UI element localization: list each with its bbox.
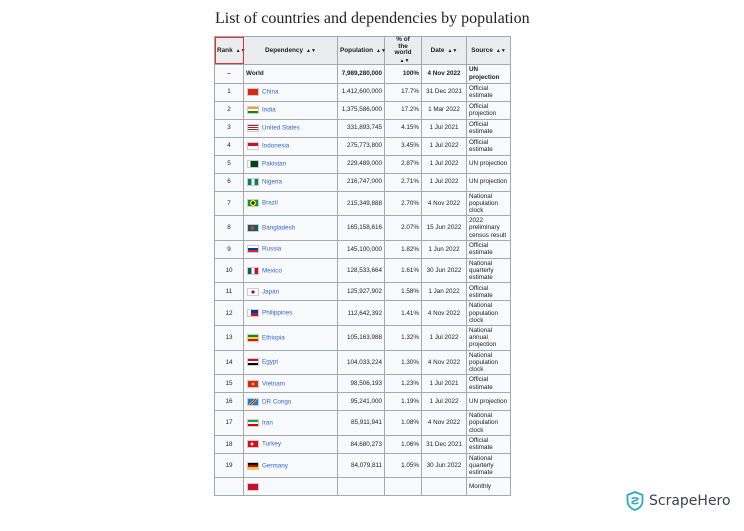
rank-cell: 9 (215, 240, 244, 258)
rank-cell: 17 (215, 411, 244, 436)
population-cell: 84,680,273 (338, 435, 385, 453)
sort-icon[interactable]: ▲▼ (447, 47, 458, 54)
drcongo-flag (247, 398, 259, 406)
nigeria-flag (247, 178, 259, 186)
sort-icon[interactable]: ▲▼ (495, 47, 506, 54)
dependency-cell (244, 155, 338, 173)
source-cell: Official estimate (467, 375, 511, 393)
table-row (215, 478, 511, 496)
source-cell: Official projection (467, 101, 511, 119)
partial-flag (247, 483, 259, 491)
population-cell: 215,349,888 (338, 191, 385, 216)
population-cell: 1,375,586,000 (338, 101, 385, 119)
rank-cell: 5 (215, 155, 244, 173)
country-link[interactable]: India (262, 106, 276, 114)
table-row (215, 155, 511, 173)
percent-cell: 100% (385, 64, 422, 83)
percent-cell: 1.08% (385, 411, 422, 436)
dependency-cell (244, 240, 338, 258)
rank-cell: 1 (215, 83, 244, 101)
country-link[interactable]: DR Congo (262, 398, 292, 406)
country-link[interactable]: Indonesia (262, 142, 290, 150)
country-link[interactable]: Brazil (262, 199, 278, 207)
source-cell: 2022 preliminary census result (467, 216, 511, 241)
source-cell: National quarterly estimate (467, 258, 511, 283)
dependency-cell (244, 435, 338, 453)
date-cell (422, 478, 467, 496)
table-row (215, 119, 511, 137)
source-cell: National population clock (467, 301, 511, 326)
rank-cell: 14 (215, 350, 244, 375)
date-cell: 1 Jul 2021 (422, 119, 467, 137)
table-row (215, 191, 511, 216)
percent-cell: 17.2% (385, 101, 422, 119)
table-row (215, 83, 511, 101)
country-link[interactable]: Germany (262, 462, 288, 470)
dependency-cell (244, 283, 338, 301)
source-cell: UN projection (467, 64, 511, 83)
rank-column-header[interactable]: Rank ▲▼ (215, 37, 244, 65)
rank-cell: 6 (215, 173, 244, 191)
sort-icon[interactable]: ▲▼ (306, 47, 316, 54)
source-cell: National quarterly estimate (467, 453, 511, 478)
sort-icon[interactable]: ▲▼ (376, 47, 386, 54)
population-column-header[interactable]: Population ▲▼ (338, 37, 385, 65)
percent-cell: 1.23% (385, 375, 422, 393)
country-link[interactable]: Vietnam (262, 380, 285, 388)
russia-flag (247, 245, 259, 253)
vietnam-flag (247, 380, 259, 388)
page-title: List of countries and dependencies by population (215, 10, 530, 27)
percent-column-header[interactable]: % of the world▲▼ (385, 37, 422, 65)
brazil-flag (247, 199, 259, 207)
population-cell: 125,927,902 (338, 283, 385, 301)
rank-cell: 16 (215, 393, 244, 411)
dependency-cell (244, 83, 338, 101)
date-cell: 1 Jun 2022 (422, 240, 467, 258)
iran-flag (247, 419, 259, 427)
date-cell: 1 Jul 2022 (422, 393, 467, 411)
pakistan-flag (247, 160, 259, 168)
philippines-flag (247, 309, 259, 317)
dependency-cell (244, 173, 338, 191)
source-cell: National annual projection (467, 325, 511, 350)
population-cell: 7,989,280,000 (338, 64, 385, 83)
population-table-container (214, 36, 510, 495)
percent-cell: 1.19% (385, 393, 422, 411)
population-cell: 331,893,745 (338, 119, 385, 137)
population-cell: 275,773,800 (338, 137, 385, 155)
rank-cell: 4 (215, 137, 244, 155)
ethiopia-flag (247, 334, 259, 342)
india-flag (247, 106, 259, 114)
date-cell: 31 Dec 2021 (422, 83, 467, 101)
source-cell: Official estimate (467, 83, 511, 101)
percent-cell: 1.58% (385, 283, 422, 301)
population-table (214, 36, 511, 496)
rank-cell: 13 (215, 325, 244, 350)
date-cell: 1 Mar 2022 (422, 101, 467, 119)
dependency-cell (244, 478, 338, 496)
source-cell: Official estimate (467, 137, 511, 155)
country-link[interactable]: Russia (262, 245, 282, 253)
date-cell: 4 Nov 2022 (422, 411, 467, 436)
country-link[interactable]: China (262, 88, 279, 96)
table-row (215, 375, 511, 393)
china-flag (247, 88, 259, 96)
date-cell: 1 Jul 2022 (422, 173, 467, 191)
percent-cell: 4.15% (385, 119, 422, 137)
rank-cell: 10 (215, 258, 244, 283)
dependency-cell (244, 411, 338, 436)
percent-cell: 1.41% (385, 301, 422, 326)
rank-cell: 12 (215, 301, 244, 326)
population-cell: 98,506,193 (338, 375, 385, 393)
country-link[interactable]: Bangladesh (262, 224, 296, 232)
source-cell: National population clock (467, 411, 511, 436)
percent-cell: 1.05% (385, 453, 422, 478)
date-cell: 1 Jul 2021 (422, 375, 467, 393)
dependency-cell (244, 101, 338, 119)
rank-cell: 3 (215, 119, 244, 137)
percent-cell: 2.71% (385, 173, 422, 191)
table-row (215, 283, 511, 301)
source-cell: Monthly (467, 478, 511, 496)
scrapehero-logo (626, 491, 731, 511)
table-row (215, 258, 511, 283)
date-cell: 30 Jun 2022 (422, 258, 467, 283)
source-cell: Official estimate (467, 435, 511, 453)
table-row (215, 101, 511, 119)
source-cell: UN projection (467, 155, 511, 173)
table-row (215, 301, 511, 326)
date-cell: 1 Jul 2022 (422, 137, 467, 155)
dependency-cell (244, 453, 338, 478)
percent-cell: 1.82% (385, 240, 422, 258)
dependency-cell (244, 191, 338, 216)
rank-cell: 19 (215, 453, 244, 478)
logo-text: ScrapeHero (649, 493, 731, 509)
country-link[interactable]: Egypt (262, 359, 279, 367)
country-link[interactable]: Pakistan (262, 160, 287, 168)
dependency-cell (244, 119, 338, 137)
dependency-cell (244, 393, 338, 411)
rank-cell: 7 (215, 191, 244, 216)
population-cell (338, 478, 385, 496)
date-cell: 1 Jan 2022 (422, 283, 467, 301)
date-cell: 15 Jun 2022 (422, 216, 467, 241)
mexico-flag (247, 267, 259, 275)
world-row (215, 64, 511, 83)
source-cell: Official estimate (467, 240, 511, 258)
population-cell: 85,911,941 (338, 411, 385, 436)
percent-cell: 2.07% (385, 216, 422, 241)
bangladesh-flag (247, 224, 259, 232)
country-link[interactable]: Nigeria (262, 178, 282, 186)
source-column-header[interactable]: Source ▲▼ (467, 37, 511, 65)
table-row (215, 435, 511, 453)
date-cell: 4 Nov 2022 (422, 350, 467, 375)
population-cell: 216,747,000 (338, 173, 385, 191)
population-cell: 95,241,000 (338, 393, 385, 411)
sort-icon[interactable]: ▲▼ (399, 57, 410, 64)
population-cell: 229,489,000 (338, 155, 385, 173)
date-cell: 31 Dec 2021 (422, 435, 467, 453)
table-row (215, 173, 511, 191)
source-cell: Official estimate (467, 119, 511, 137)
rank-cell: 11 (215, 283, 244, 301)
egypt-flag (247, 358, 259, 366)
percent-cell: 2.87% (385, 155, 422, 173)
date-cell: 1 Jul 2022 (422, 155, 467, 173)
dependency-cell (244, 375, 338, 393)
population-cell: 145,100,000 (338, 240, 385, 258)
country-link[interactable]: Iran (262, 419, 273, 427)
table-row (215, 325, 511, 350)
dependency-cell (244, 216, 338, 241)
source-cell: National population clock (467, 350, 511, 375)
table-row (215, 393, 511, 411)
percent-cell (385, 478, 422, 496)
date-cell: 1 Jul 2022 (422, 325, 467, 350)
percent-cell: 1.06% (385, 435, 422, 453)
table-row (215, 137, 511, 155)
source-cell: Official estimate (467, 283, 511, 301)
country-link[interactable]: Mexico (262, 267, 282, 275)
table-row (215, 411, 511, 436)
indonesia-flag (247, 142, 259, 150)
source-cell: UN projection (467, 173, 511, 191)
rank-cell: 8 (215, 216, 244, 241)
dependency-cell (244, 258, 338, 283)
table-row (215, 216, 511, 241)
date-cell: 30 Jun 2022 (422, 453, 467, 478)
population-cell: 128,533,664 (338, 258, 385, 283)
table-row (215, 350, 511, 375)
dependency-cell (244, 137, 338, 155)
dependency-column-header[interactable]: Dependency ▲▼ (244, 37, 338, 65)
dependency-cell (244, 350, 338, 375)
dependency-cell (244, 325, 338, 350)
turkey-flag (247, 440, 259, 448)
table-row (215, 453, 511, 478)
sort-icon[interactable]: ▲▼ (235, 47, 246, 54)
rank-cell (215, 478, 244, 496)
population-cell: 112,642,392 (338, 301, 385, 326)
header-row (215, 37, 511, 65)
percent-cell: 3.45% (385, 137, 422, 155)
country-link[interactable]: United States (262, 124, 300, 132)
country-link[interactable]: Ethiopia (262, 334, 285, 342)
percent-cell: 1.32% (385, 325, 422, 350)
date-cell: 4 Nov 2022 (422, 301, 467, 326)
rank-cell: 2 (215, 101, 244, 119)
percent-cell: 1.30% (385, 350, 422, 375)
scrapehero-shield-icon (626, 491, 644, 511)
source-cell: UN projection (467, 393, 511, 411)
population-cell: 104,033,224 (338, 350, 385, 375)
table-row (215, 240, 511, 258)
population-cell: 1,412,600,000 (338, 83, 385, 101)
japan-flag (247, 288, 259, 296)
population-cell: 165,158,616 (338, 216, 385, 241)
germany-flag (247, 462, 259, 470)
dependency-cell: World (244, 64, 338, 83)
date-cell: 4 Nov 2022 (422, 64, 467, 83)
rank-cell: 15 (215, 375, 244, 393)
country-link[interactable]: Turkey (262, 440, 282, 448)
rank-cell: – (215, 64, 244, 83)
date-column-header[interactable]: Date ▲▼ (422, 37, 467, 65)
dependency-cell (244, 301, 338, 326)
source-cell: National population clock (467, 191, 511, 216)
rank-cell: 18 (215, 435, 244, 453)
country-link[interactable]: Philippines (262, 309, 293, 317)
population-cell: 105,163,988 (338, 325, 385, 350)
percent-cell: 1.61% (385, 258, 422, 283)
population-cell: 84,079,811 (338, 453, 385, 478)
percent-cell: 17.7% (385, 83, 422, 101)
date-cell: 4 Nov 2022 (422, 191, 467, 216)
percent-cell: 2.70% (385, 191, 422, 216)
country-link[interactable]: Japan (262, 288, 280, 296)
usa-flag (247, 124, 259, 132)
